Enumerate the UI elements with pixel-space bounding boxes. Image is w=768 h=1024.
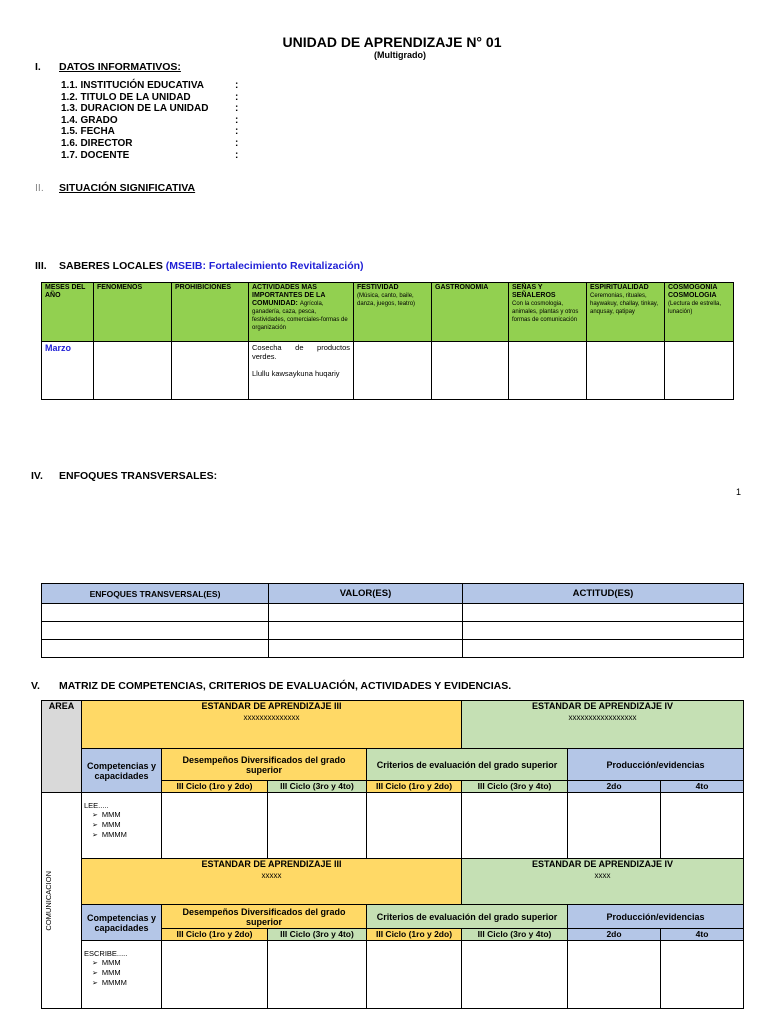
cell-activities	[249, 342, 354, 400]
header-title: SEÑAS Y SEÑALEROS	[512, 284, 556, 299]
table-row	[42, 640, 744, 658]
section-number: V.	[31, 680, 40, 692]
section-number: IV.	[31, 470, 43, 482]
cycle-label: III Ciclo (1ro y 2do)	[162, 781, 268, 793]
table-cell	[661, 793, 744, 859]
document-subtitle: (Multigrado)	[374, 50, 426, 60]
info-label: 1.1. INSTITUCIÓN EDUCATIVA	[61, 80, 204, 91]
header-produccion: Producción/evidencias	[568, 905, 744, 929]
header-title: MESES DEL AÑO	[45, 284, 86, 299]
table-cell	[269, 622, 463, 640]
table-cell	[568, 793, 661, 859]
header-actitudes: ACTITUD(ES)	[463, 584, 744, 604]
table-cell	[509, 342, 587, 400]
header-title: FESTIVIDAD	[357, 284, 399, 291]
activity-text: Llullu kawsaykuna huqariy	[252, 369, 340, 378]
standard-title: ESTANDAR DE APRENDIZAJE IV	[532, 859, 674, 869]
table-cell	[462, 941, 568, 1009]
table-cell	[463, 604, 744, 622]
section-heading: SABERES LOCALES	[59, 260, 166, 272]
header-criterios: Criterios de evaluación del grado superior	[367, 749, 568, 781]
standards-row	[42, 701, 744, 749]
header-detail: Agrícola, ganadería, caza, pesca, festividades, comerciales-formas de organización	[252, 301, 348, 331]
table-cell	[269, 640, 463, 658]
table-cell	[568, 941, 661, 1009]
info-item	[61, 150, 238, 162]
header-senas	[509, 283, 587, 342]
info-item	[61, 92, 238, 104]
info-label: 1.5. FECHA	[61, 126, 115, 138]
area-name: COMUNICACION	[44, 870, 53, 931]
info-item	[61, 138, 238, 150]
info-separator: :	[235, 126, 239, 138]
section-saberes-locales	[35, 260, 364, 272]
grade-label: 4to	[661, 781, 744, 793]
header-enfoques: ENFOQUES TRANSVERSAL(ES)	[42, 584, 269, 604]
list-item: ➢ MMMM	[92, 830, 159, 840]
table-cell	[94, 342, 172, 400]
info-separator: :	[235, 91, 239, 103]
info-item	[61, 103, 238, 115]
table-cell	[162, 793, 268, 859]
list-item: ➢ MMM	[92, 958, 159, 968]
section-heading: ENFOQUES TRANSVERSALES:	[59, 470, 218, 482]
table-row	[42, 622, 744, 640]
standard-title: ESTANDAR DE APRENDIZAJE III	[201, 859, 342, 869]
cycle-label: III Ciclo (1ro y 2do)	[162, 929, 268, 941]
info-separator: :	[235, 137, 239, 149]
header-detail: Ceremonias, rituales, haywakuy, challay, tinkay, anqusay, qatipay	[590, 293, 659, 315]
header-valores: VALOR(ES)	[269, 584, 463, 604]
header-title: ESPIRITUALIDAD	[590, 284, 649, 291]
table-cell	[665, 342, 734, 400]
header-title: GASTRONOMIA	[435, 284, 489, 291]
section-matriz	[31, 680, 511, 692]
table-cell	[462, 793, 568, 859]
cycle-label: III Ciclo (1ro y 2do)	[367, 781, 462, 793]
competencia-cell	[82, 941, 162, 1009]
capacidades-list	[84, 958, 159, 988]
table-cell	[268, 941, 367, 1009]
standard-value: xxxx	[594, 871, 611, 880]
column-header-row	[42, 749, 744, 781]
table-row	[42, 604, 744, 622]
info-label: 1.3. DURACION DE LA UNIDAD	[61, 103, 209, 115]
info-separator: :	[235, 103, 239, 115]
enfoques-table	[41, 583, 744, 658]
section-heading: MATRIZ DE COMPETENCIAS, CRITERIOS DE EVALUACIÓN, ACTIVIDADES Y EVIDENCIAS.	[59, 680, 512, 692]
table-cell	[42, 622, 269, 640]
competencia-cell	[82, 793, 162, 859]
header-desempenos: Desempeños Diversificados del grado superior	[162, 905, 367, 929]
header-title: FENOMENOS	[97, 284, 143, 291]
header-title: PROHIBICIONES	[175, 284, 232, 291]
header-criterios: Criterios de evaluación del grado superior	[367, 905, 568, 929]
info-item	[61, 126, 238, 138]
header-produccion: Producción/evidencias	[568, 749, 744, 781]
header-meses	[42, 283, 94, 342]
info-label: 1.2. TITULO DE LA UNIDAD	[61, 91, 191, 103]
standards-row	[42, 859, 744, 905]
table-cell	[354, 342, 432, 400]
section-heading: SITUACIÓN SIGNIFICATIVA	[59, 182, 196, 194]
standard-value: xxxxxxxxxxxxxx	[243, 713, 300, 722]
section-number: II.	[35, 182, 44, 194]
table-cell	[269, 604, 463, 622]
table-row	[42, 793, 744, 859]
table-cell	[463, 622, 744, 640]
section-heading: DATOS INFORMATIVOS:	[59, 61, 181, 73]
info-list	[61, 80, 238, 161]
section-highlight: (MSEIB: Fortalecimiento Revitalización)	[165, 260, 364, 272]
table-cell	[172, 342, 249, 400]
section-number: III.	[35, 260, 47, 272]
cycle-label: III Ciclo (3ro y 4to)	[268, 929, 367, 941]
standard-value: xxxxx	[261, 871, 282, 880]
header-cosmogonia	[665, 283, 734, 342]
table-cell	[587, 342, 665, 400]
table-cell	[432, 342, 509, 400]
cell-month: Marzo	[42, 342, 94, 400]
header-desempenos: Desempeños Diversificados del grado superior	[162, 749, 367, 781]
info-separator: :	[235, 149, 239, 161]
table-cell	[367, 941, 462, 1009]
header-competencias: Competencias y capacidades	[82, 749, 162, 793]
standard-iv-cell	[462, 701, 744, 749]
standard-title: ESTANDAR DE APRENDIZAJE IV	[532, 701, 674, 711]
header-festividad	[354, 283, 432, 342]
info-item	[61, 80, 238, 92]
info-label: 1.4. GRADO	[61, 114, 118, 126]
matriz-table	[41, 700, 744, 1009]
standard-title: ESTANDAR DE APRENDIZAJE III	[201, 701, 342, 711]
header-actividades	[249, 283, 354, 342]
list-item: ➢ MMM	[92, 820, 159, 830]
info-separator: :	[235, 80, 239, 91]
grade-label: 2do	[568, 929, 661, 941]
info-item	[61, 115, 238, 127]
document-title: UNIDAD DE APRENDIZAJE N° 01	[282, 34, 502, 50]
capacidades-list	[84, 810, 159, 840]
area-header: AREA	[42, 701, 82, 793]
standard-iii-cell	[82, 859, 462, 905]
table-cell	[367, 793, 462, 859]
header-detail: Con la cosmologia, animales, plantas y otros formas de comunicación	[512, 301, 579, 323]
area-name-cell	[42, 793, 82, 1009]
header-detail: (Música, canto, baile, danza, juegos, teatro)	[357, 293, 416, 307]
header-gastronomia	[432, 283, 509, 342]
grade-label: 4to	[661, 929, 744, 941]
list-item: ➢ MMM	[92, 810, 159, 820]
list-item: ➢ MMMM	[92, 978, 159, 988]
standard-iv-cell	[462, 859, 744, 905]
cycle-label: III Ciclo (3ro y 4to)	[462, 781, 568, 793]
grade-label: 2do	[568, 781, 661, 793]
table-header-row	[42, 584, 744, 604]
header-espiritualidad	[587, 283, 665, 342]
table-row	[42, 342, 734, 400]
table-cell	[661, 941, 744, 1009]
standard-iii-cell	[82, 701, 462, 749]
table-cell	[162, 941, 268, 1009]
header-detail: (Lectura de estrella, lunación)	[668, 301, 722, 315]
table-cell	[463, 640, 744, 658]
info-label: 1.7. DOCENTE	[61, 149, 130, 161]
table-cell	[268, 793, 367, 859]
table-row	[42, 941, 744, 1009]
competencia-label: LEE.....	[84, 801, 109, 810]
section-situacion-significativa	[35, 182, 195, 194]
cycle-label: III Ciclo (3ro y 4to)	[462, 929, 568, 941]
header-title: COSMOGONIA COSMOLOGIA	[668, 284, 718, 299]
cycle-label: III Ciclo (3ro y 4to)	[268, 781, 367, 793]
competencia-label: ESCRIBE.....	[84, 949, 128, 958]
table-cell	[42, 604, 269, 622]
standard-value: xxxxxxxxxxxxxxxxx	[568, 713, 637, 722]
section-number: I.	[35, 61, 41, 73]
header-prohibiciones	[172, 283, 249, 342]
info-label: 1.6. DIRECTOR	[61, 137, 133, 149]
table-header-row	[42, 283, 734, 342]
column-header-row	[42, 905, 744, 929]
section-enfoques-transversales	[31, 470, 217, 482]
list-item: ➢ MMM	[92, 968, 159, 978]
table-cell	[42, 640, 269, 658]
header-competencias: Competencias y capacidades	[82, 905, 162, 941]
header-fenomenos	[94, 283, 172, 342]
activity-text: Cosecha de productos verdes.	[252, 343, 350, 361]
info-separator: :	[235, 114, 239, 126]
saberes-locales-table	[41, 282, 734, 400]
header-title: ACTIVIDADES MAS IMPORTANTES DE LA COMUNIDAD:	[252, 284, 326, 307]
cycle-label: III Ciclo (1ro y 2do)	[367, 929, 462, 941]
page-number: 1	[736, 487, 742, 497]
section-datos-informativos	[35, 61, 181, 73]
